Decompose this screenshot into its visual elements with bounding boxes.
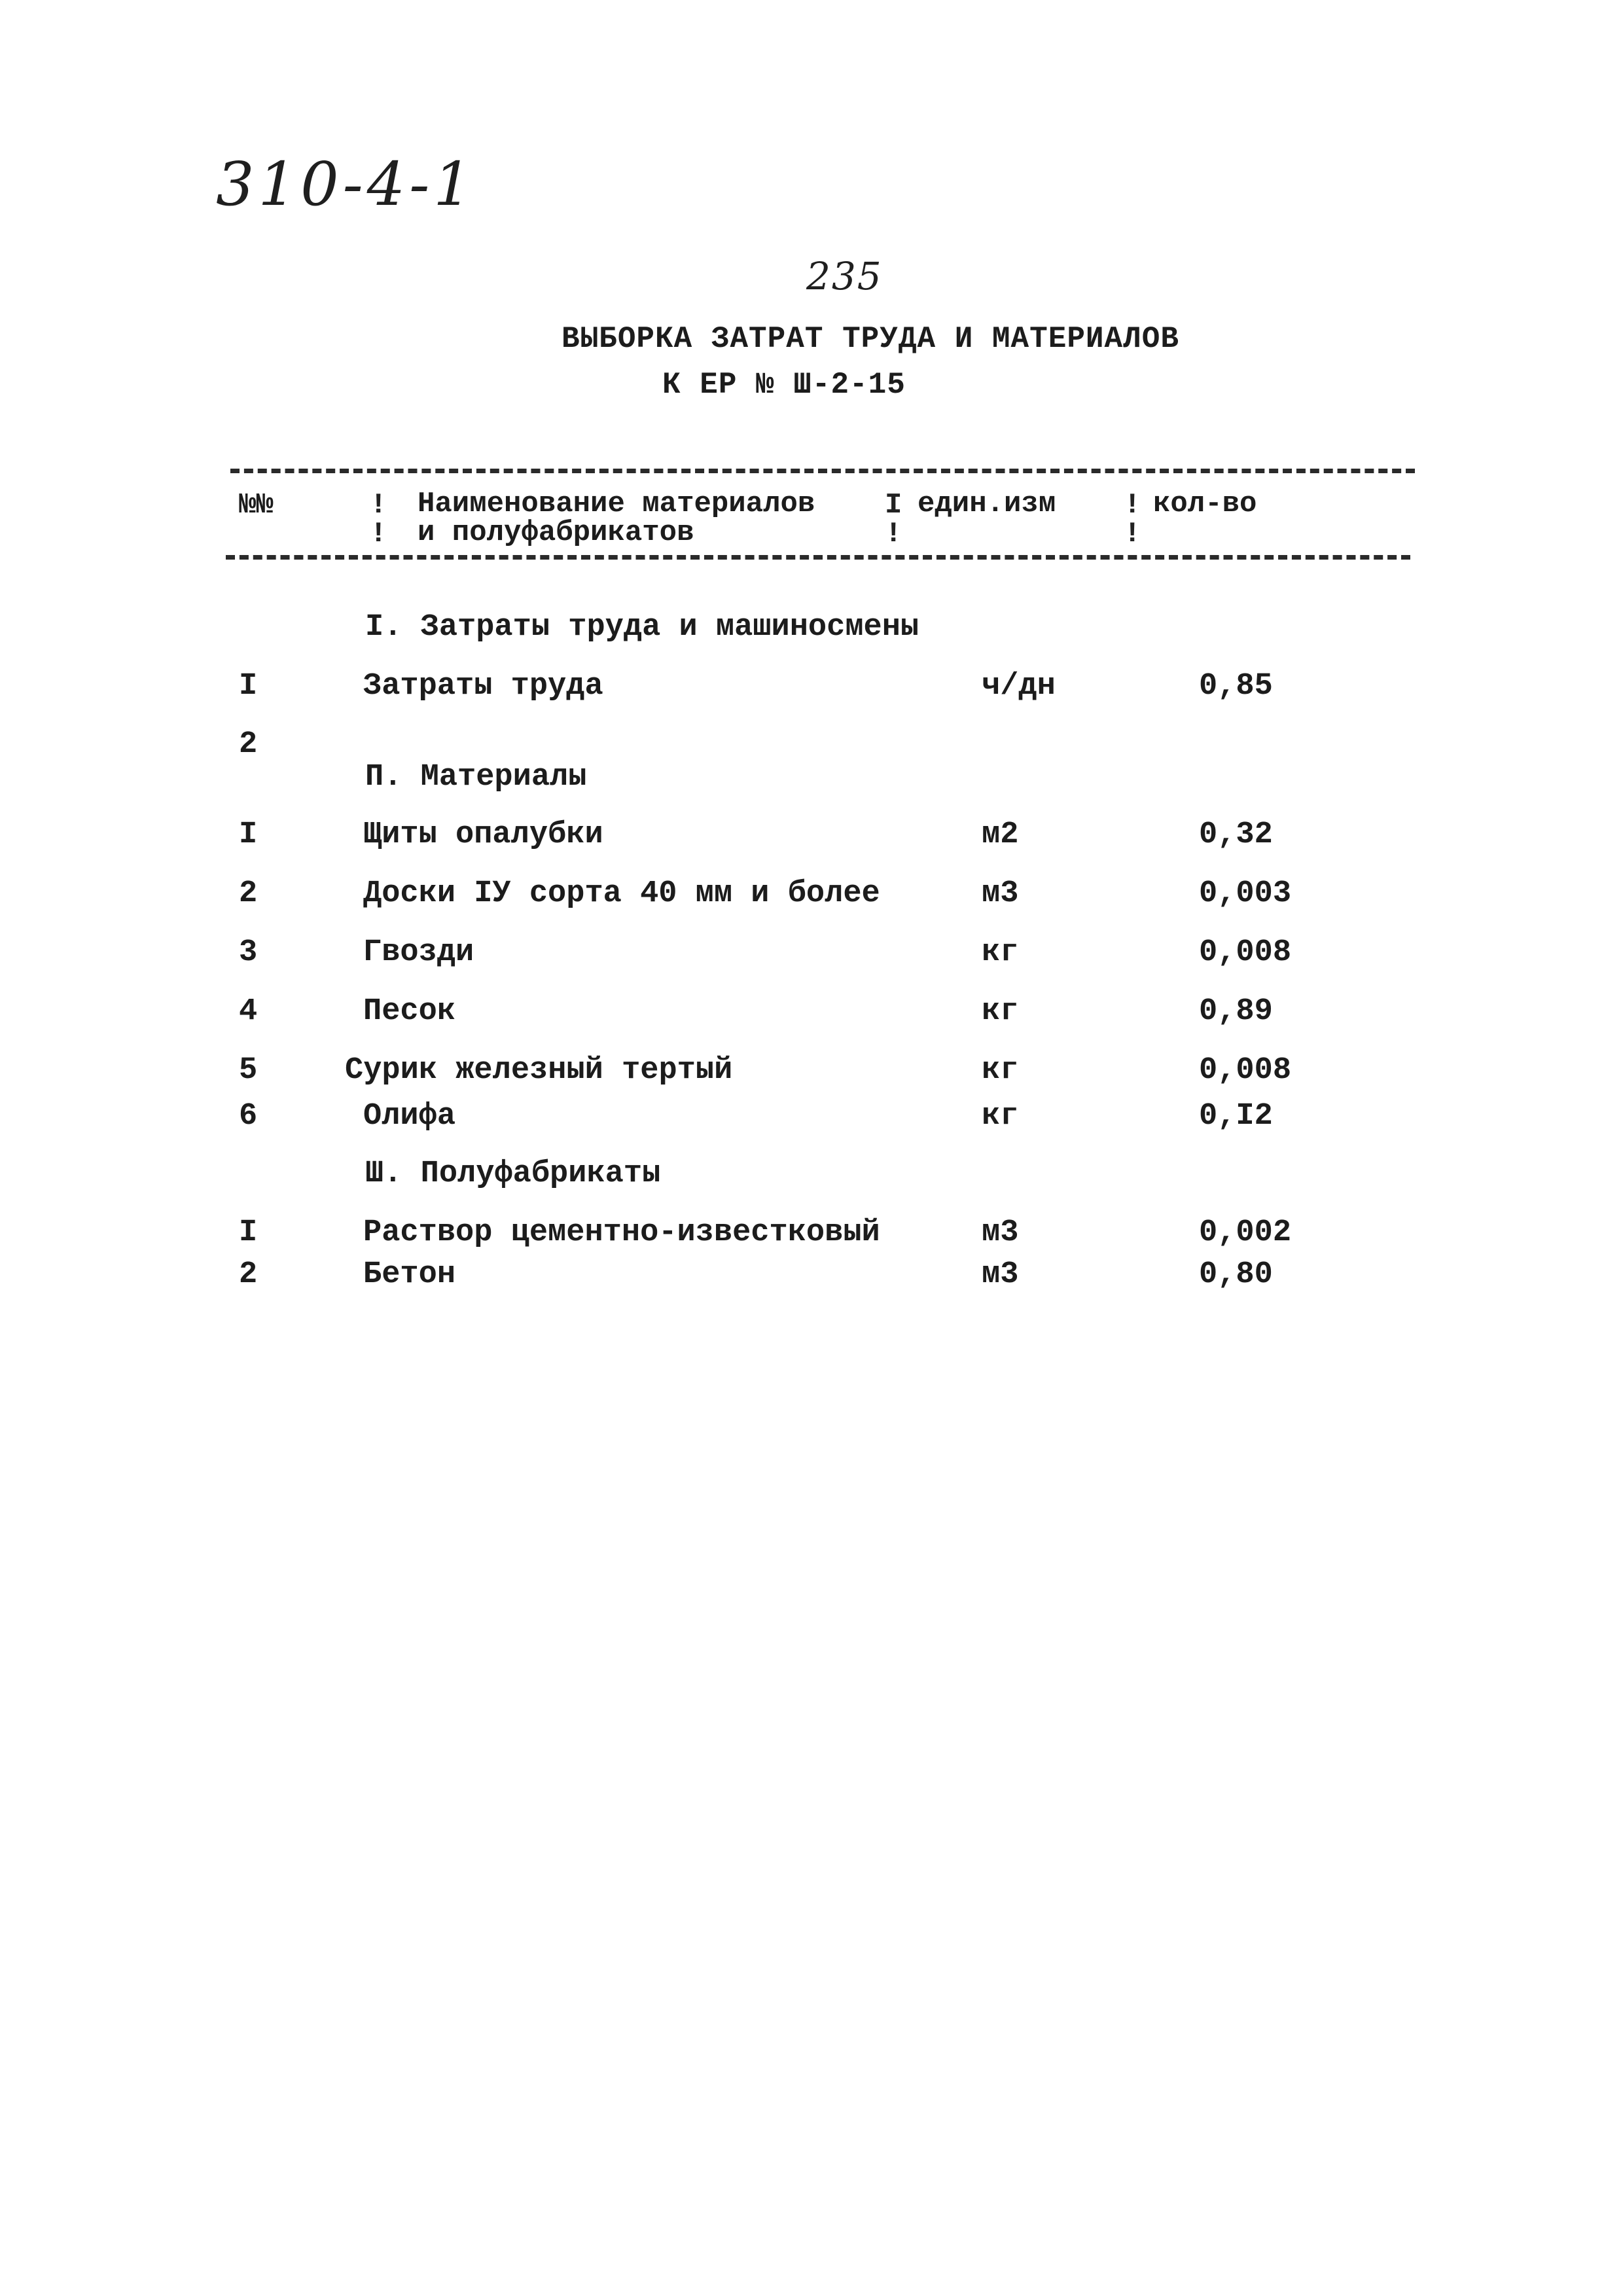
- row-quantity: 0,003: [1199, 876, 1292, 911]
- row-name: Затраты труда: [363, 669, 603, 704]
- row-name: Раствор цементно-известковый: [363, 1215, 880, 1250]
- column-divider: !: [885, 518, 902, 550]
- row-quantity: 0,32: [1199, 817, 1273, 852]
- row-quantity: 0,80: [1199, 1257, 1273, 1292]
- section-title: I. Затраты труда и машиносмены: [365, 610, 919, 645]
- row-number: 4: [239, 994, 258, 1029]
- column-divider: !: [370, 518, 387, 550]
- document-title: ВЫБОРКА ЗАТРАТ ТРУДА И МАТЕРИАЛОВ: [562, 322, 1179, 356]
- row-unit: кг: [982, 1099, 1019, 1134]
- row-name: Песок: [363, 994, 456, 1029]
- row-unit: м3: [982, 1215, 1019, 1250]
- row-number: 2: [239, 876, 258, 911]
- row-number: 5: [239, 1053, 258, 1088]
- column-header-unit: един.изм: [918, 488, 1056, 520]
- column-divider: !: [1124, 518, 1141, 550]
- row-name: Олифа: [363, 1099, 456, 1134]
- row-quantity: 0,85: [1199, 669, 1273, 704]
- document-subtitle: К ЕР № Ш-2-15: [662, 368, 906, 402]
- row-unit: кг: [982, 994, 1019, 1029]
- row-quantity: 0,89: [1199, 994, 1273, 1029]
- row-name: Доски IУ сорта 40 мм и более: [363, 876, 880, 911]
- row-quantity: 0,I2: [1199, 1099, 1273, 1134]
- row-quantity: 0,008: [1199, 1053, 1292, 1088]
- column-divider: I: [885, 489, 902, 522]
- row-number: 2: [239, 1257, 258, 1292]
- row-name: Щиты опалубки: [363, 817, 603, 852]
- header-bottom-rule: [226, 555, 1410, 560]
- row-quantity: 0,002: [1199, 1215, 1292, 1250]
- row-unit: м2: [982, 817, 1019, 852]
- column-header-name-2: и полуфабрикатов: [418, 516, 694, 549]
- column-divider: !: [370, 489, 387, 522]
- row-unit: кг: [982, 1053, 1019, 1088]
- row-name: Сурик железный тертый: [345, 1053, 733, 1088]
- column-divider: !: [1124, 489, 1141, 522]
- row-name: Гвозди: [363, 935, 474, 970]
- row-unit: ч/дн: [982, 669, 1056, 704]
- row-number: 3: [239, 935, 258, 970]
- row-name: Бетон: [363, 1257, 456, 1292]
- section-title: П. Материалы: [365, 760, 587, 795]
- row-number: 2: [239, 727, 258, 762]
- row-number: 6: [239, 1099, 258, 1134]
- row-number: I: [239, 669, 258, 704]
- page-number: 235: [806, 254, 883, 298]
- document-code: 310-4-1: [216, 149, 476, 219]
- column-header-number: №№: [239, 489, 274, 522]
- row-quantity: 0,008: [1199, 935, 1292, 970]
- row-unit: м3: [982, 876, 1019, 911]
- column-header-quantity: кол-во: [1153, 488, 1257, 520]
- column-header-name: Наименование материалов: [418, 488, 815, 520]
- header-top-rule: [230, 469, 1415, 473]
- row-number: I: [239, 1215, 258, 1250]
- row-unit: кг: [982, 935, 1019, 970]
- section-title: Ш. Полуфабрикаты: [365, 1157, 661, 1191]
- row-unit: м3: [982, 1257, 1019, 1292]
- row-number: I: [239, 817, 258, 852]
